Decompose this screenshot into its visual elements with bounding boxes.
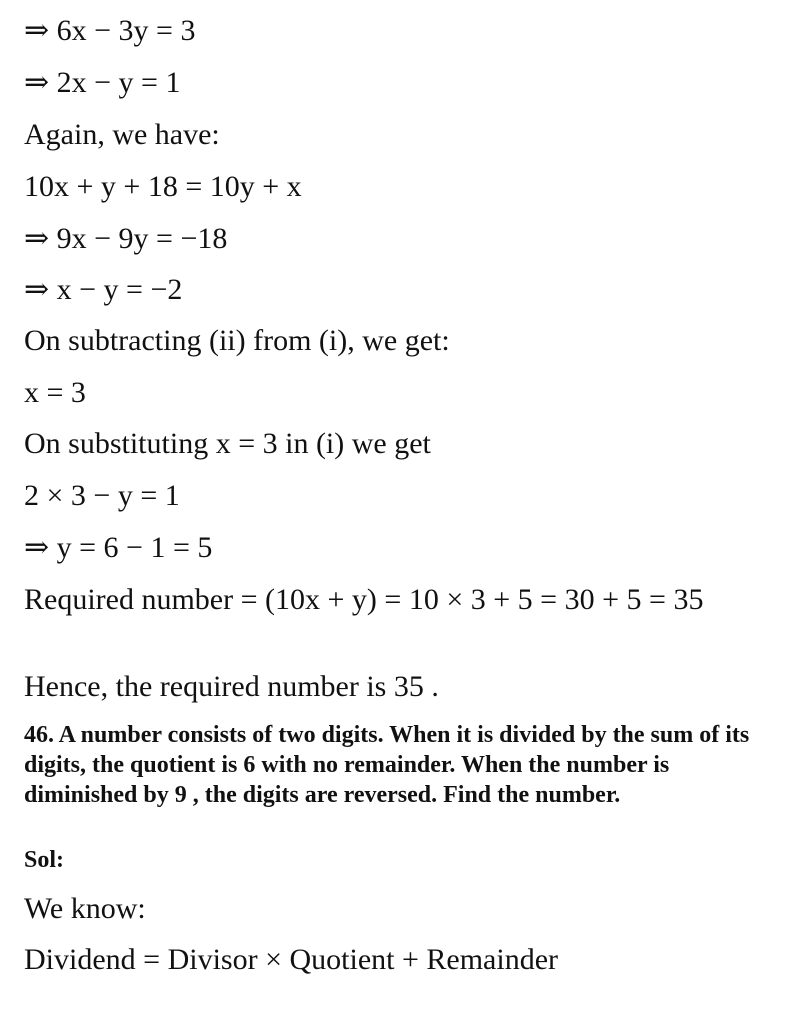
equation-line: 2 × 3 − y = 1 (24, 479, 180, 512)
equation-line: ⇒ 6x − 3y = 3 (24, 14, 196, 47)
equation-line: Required number = (10x + y) = 10 × 3 + 5 = 30 + 5 = 35 (24, 583, 704, 616)
equation-line: ⇒ 2x − y = 1 (24, 66, 181, 99)
equation-line: ⇒ x − y = −2 (24, 273, 183, 306)
equation-line: x = 3 (24, 376, 86, 409)
question-text: 46. A number consists of two digits. When it is divided by the sum of its digits, the quotient is 6 with no remainder. When the number is diminished by 9 , the digits are reversed. Find the number. (24, 722, 750, 808)
text-line: On substituting x = 3 in (i) we get (24, 427, 431, 460)
conclusion-line: Hence, the required number is 35 . (24, 670, 439, 703)
equation-line: ⇒ y = 6 − 1 = 5 (24, 531, 213, 564)
text-line: Again, we have: (24, 118, 220, 151)
formula-line: Dividend = Divisor × Quotient + Remainder (24, 943, 559, 976)
sol-label: Sol: (24, 847, 65, 873)
text-line: We know: (24, 892, 146, 925)
equation-line: ⇒ 9x − 9y = −18 (24, 222, 228, 255)
equation-line: 10x + y + 18 = 10y + x (24, 170, 302, 203)
text-line: On subtracting (ii) from (i), we get: (24, 324, 450, 357)
